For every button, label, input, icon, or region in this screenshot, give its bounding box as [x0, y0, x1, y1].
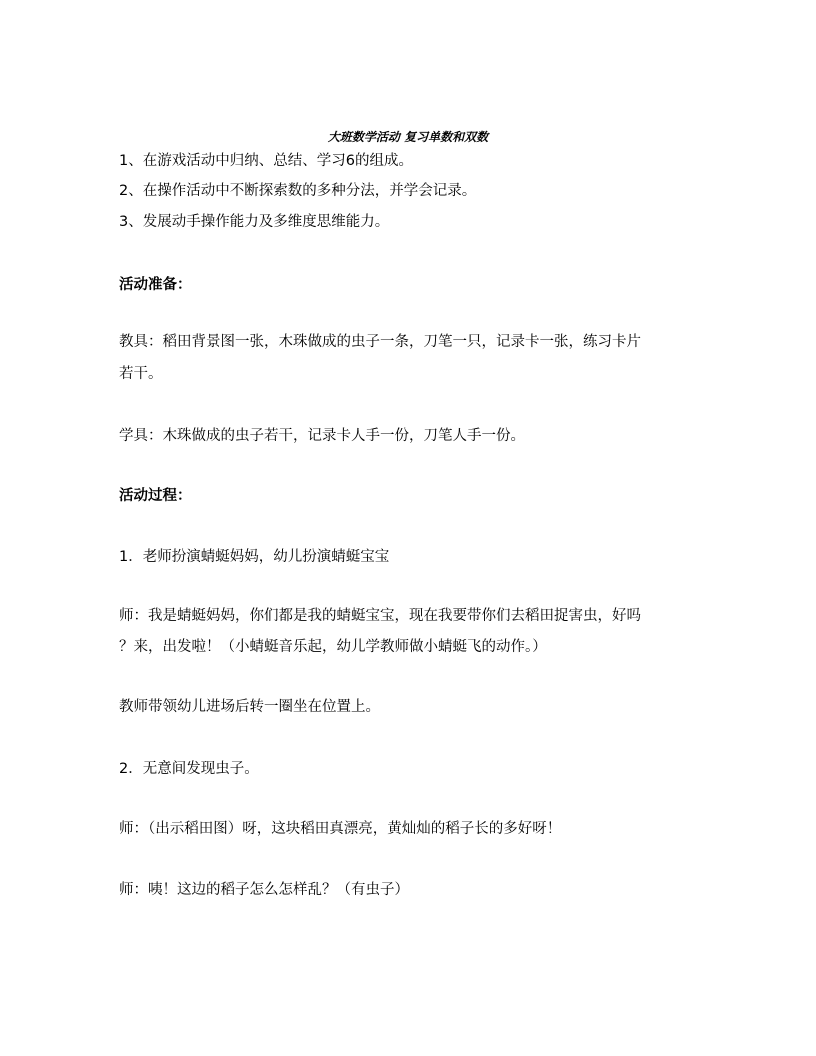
- teacher-dialogue-3: 师：咦！这边的稻子怎么怎样乱？（有虫子）: [119, 882, 409, 898]
- goal-item-3: 3、发展动手操作能力及多维度思维能力。: [119, 214, 390, 230]
- teacher-tools-line-2: 若干。: [119, 366, 163, 382]
- process-heading: 活动过程：: [119, 488, 192, 504]
- step-1: 1．老师扮演蜻蜓妈妈，幼儿扮演蜻蜓宝宝: [119, 549, 390, 565]
- teacher-dialogue-1b: ？来，出发啦！（小蜻蜓音乐起，幼儿学教师做小蜻蜓飞的动作。）: [119, 639, 547, 655]
- student-tools-line: 学具：木珠做成的虫子若干，记录卡人手一份，刀笔人手一份。: [119, 428, 525, 444]
- teacher-dialogue-2: 师：（出示稻田图）呀，这块稻田真漂亮，黄灿灿的稻子长的多好呀！: [119, 821, 562, 837]
- teacher-dialogue-1a: 师：我是蜻蜓妈妈，你们都是我的蜻蜓宝宝，现在我要带你们去稻田捉害虫，好吗: [119, 608, 641, 624]
- goal-item-1: 1、在游戏活动中归纳、总结、学习6的组成。: [119, 153, 413, 169]
- teacher-tools-line-1: 教具：稻田背景图一张，木珠做成的虫子一条，刀笔一只，记录卡一张，练习卡片: [119, 334, 641, 350]
- document-title: 大班数学活动 复习单数和双数: [327, 130, 489, 144]
- teacher-lead-line: 教师带领幼儿进场后转一圈坐在位置上。: [119, 699, 380, 715]
- prep-heading: 活动准备：: [119, 277, 192, 293]
- goal-item-2: 2、在操作活动中不断探索数的多种分法，并学会记录。: [119, 183, 477, 199]
- step-2: 2．无意间发现虫子。: [119, 761, 259, 777]
